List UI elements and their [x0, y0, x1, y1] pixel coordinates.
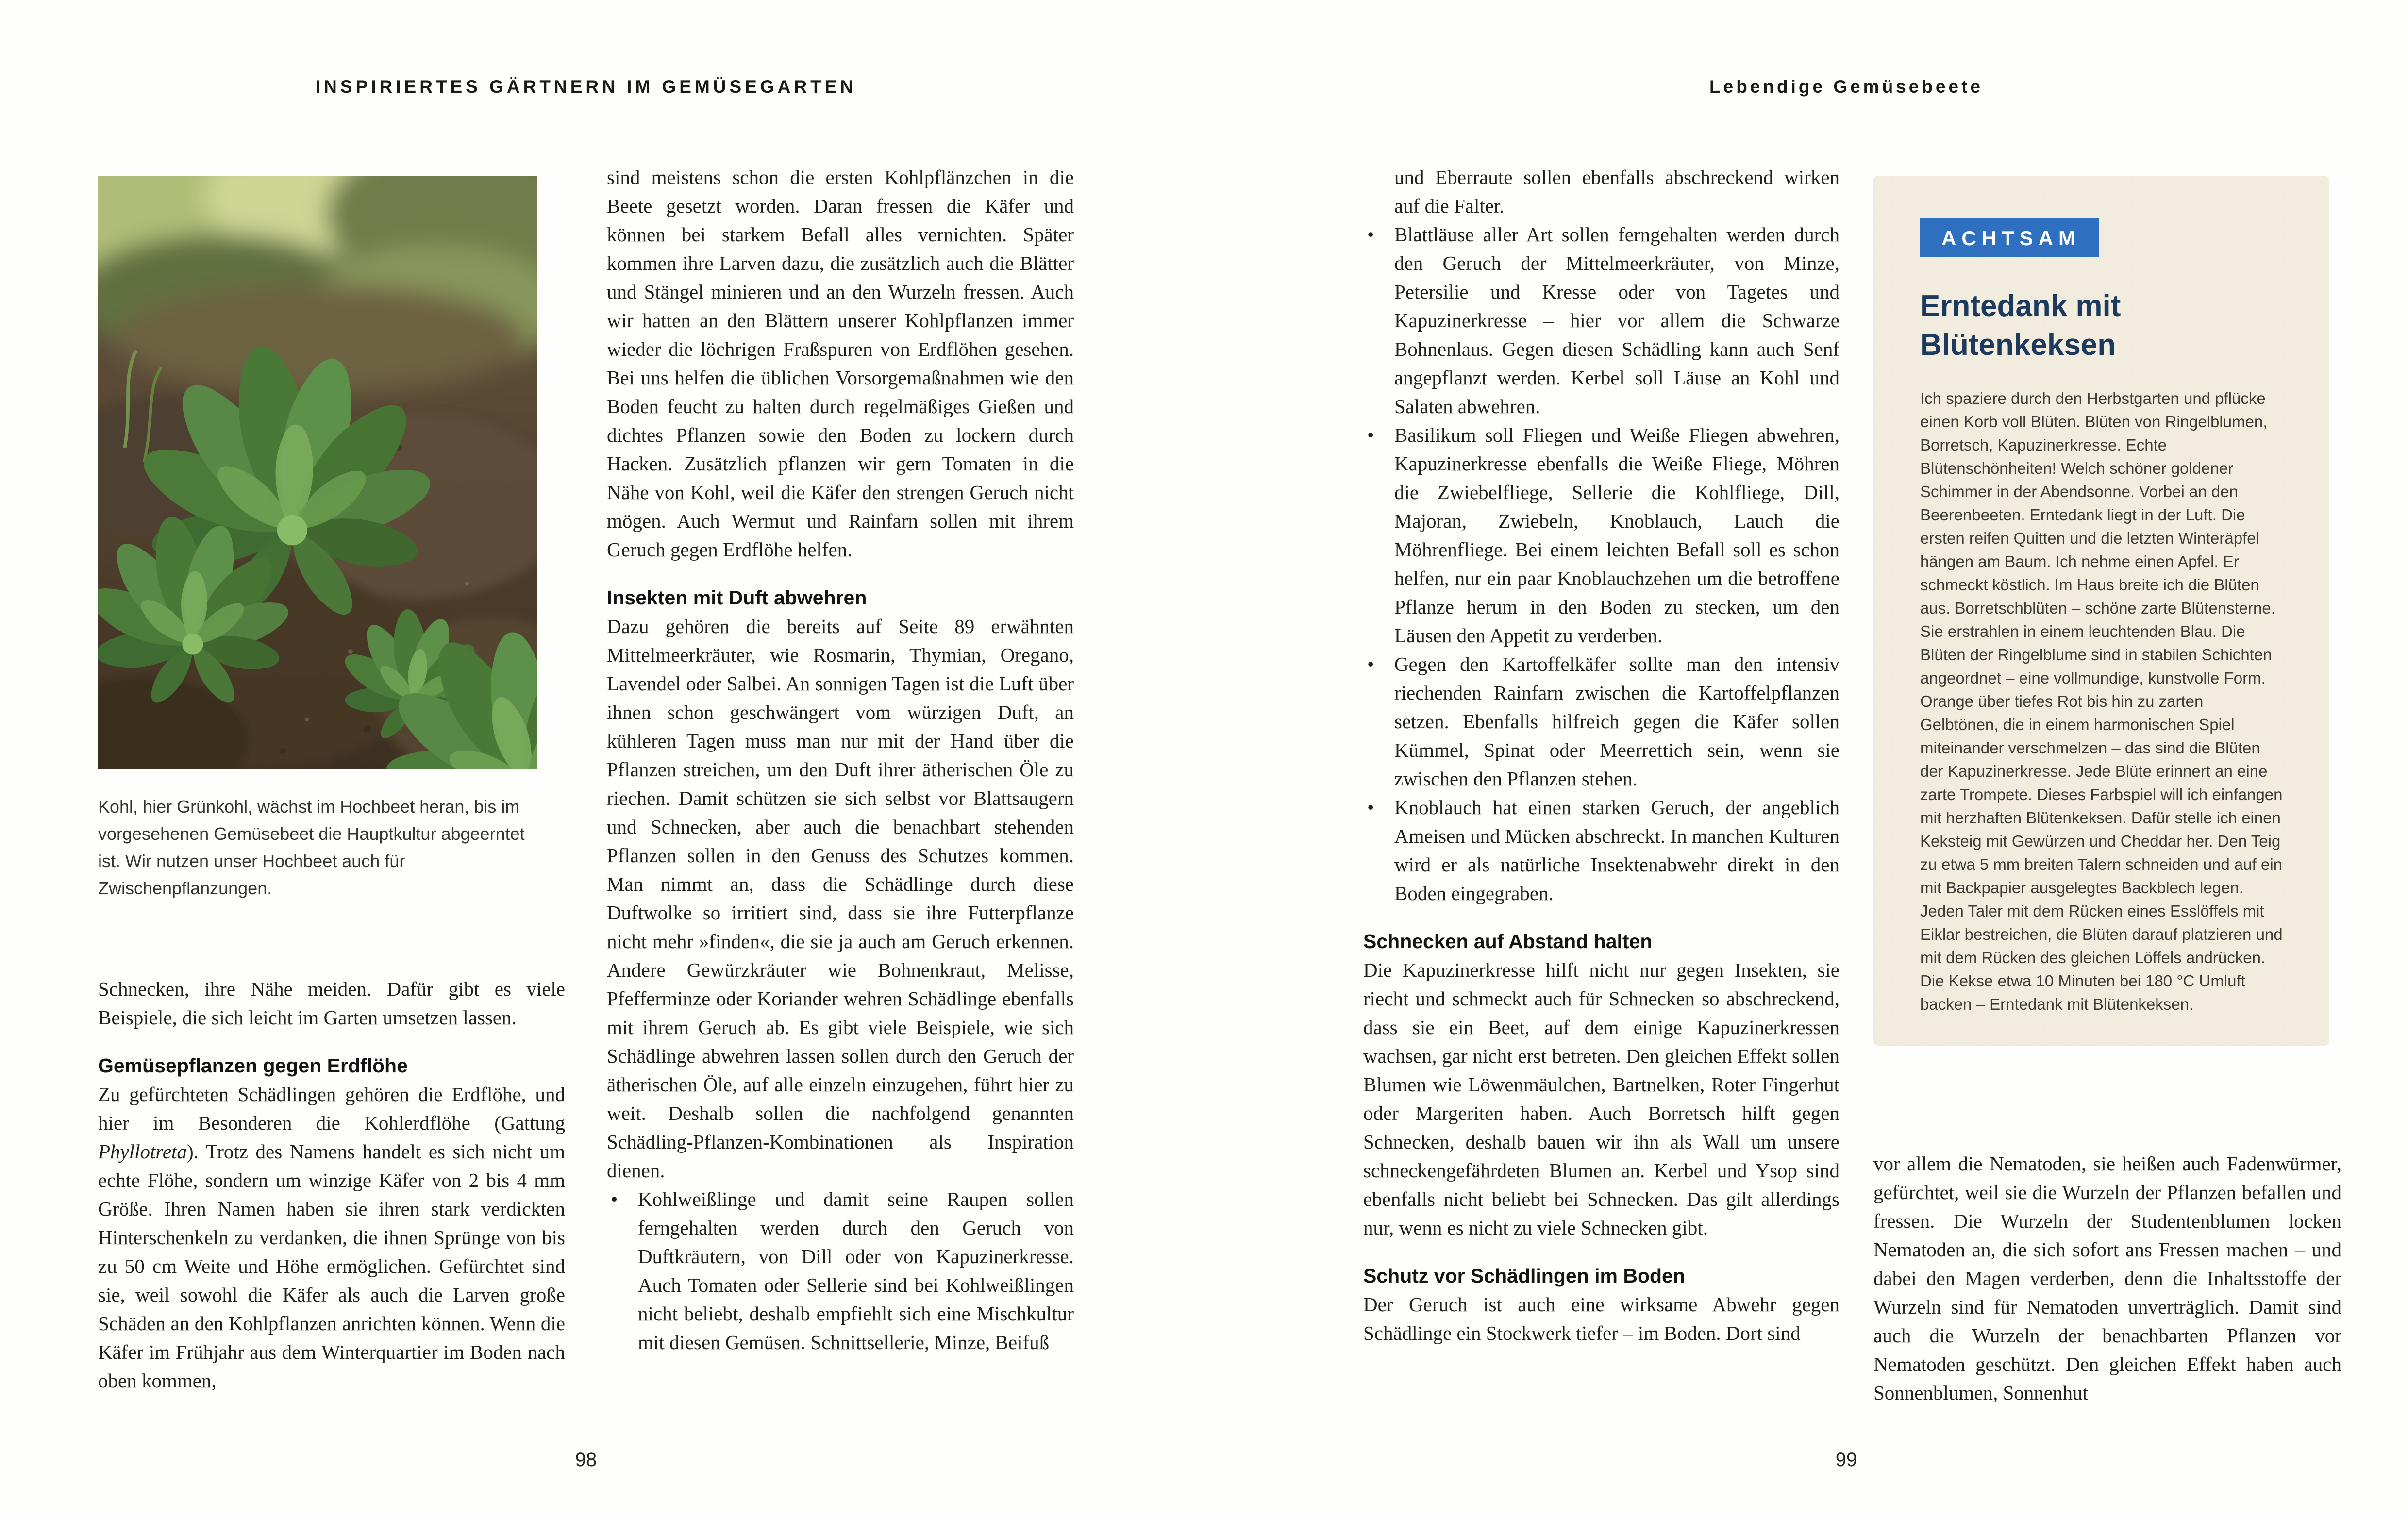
body-paragraph: Der Geruch ist auch eine wirksame Abwehr gegen Schädlinge ein Stockwerk tiefer – im Boden. Dort sind: [1363, 1293, 1839, 1344]
body-paragraph: Die Kapuzinerkresse hilft nicht nur gegen Insekten, sie riecht und schmeckt auch für Schnecken so abschreckend, dass sie ein Beet, auf dem einige Kapuzinerkressen wachsen, gar nicht erst betreten. Den gleichen Effekt sollen Blumen wie Löwenmäulchen, Bartnelken, Roter Fingerhut oder Margeriten haben. Auch Borretsch hilft gegen Schnecken, deshalb bauen wir ihn als Wall um unsere schneckengefährdeten Blumen an. Kerbel und Ysop sind ebenfalls nicht beliebt bei Schnecken. Das gilt allerdings nur, wenn es nicht zu viele Schnecken gibt.: [1363, 959, 1839, 1239]
sidebar-title: Erntedank mit Blütenkeksen: [1920, 289, 2121, 362]
bullet-item: [1363, 793, 1839, 908]
achtsam-badge: ACHTSAM: [1920, 218, 2099, 257]
page-number-right: 99: [1835, 1449, 1857, 1470]
bullet-item: [1363, 220, 1839, 421]
left-column-1: [98, 975, 565, 1421]
bullet-text: Blattläuse aller Art sollen ferngehalten werden durch den Geruch der Mittelmeerkräuter, von Minze, Petersilie und Kresse oder von Tagetes und Kapuzinerkresse – hier vor allem die Schwarze Bohnenlaus. Gegen diesen Schädling kann auch Senf angepflanzt werden. Kerbel soll Läuse an Kohl und Salaten abwehren.: [1394, 223, 1839, 417]
photo-figure: [98, 176, 537, 902]
body-paragraph: Schnecken, ihre Nähe meiden. Dafür gibt es viele Beispiele, die sich leicht im Garten umsetzen lassen.: [98, 978, 565, 1029]
bullet-marker: •: [1367, 424, 1374, 446]
bullet-marker: •: [1367, 796, 1374, 818]
bullet-marker: •: [1367, 653, 1374, 675]
body-paragraph: [98, 1080, 565, 1395]
body-paragraph: Dazu gehören die bereits auf Seite 89 erwähnten Mittelmeerkräuter, wie Rosmarin, Thymian, Oregano, Lavendel oder Salbei. An sonnigen Tagen ist die Luft über ihnen schon geschwängert vom würzigen Duft, an kühleren Tagen muss man nur mit der Hand über die Pflanzen streichen, um den Duft ihrer ätherischen Öle zu riechen. Damit schützen sie sich selbst vor Blattsaugern und Schnecken, aber auch die benachbart stehenden Pflanzen sollen in den Genuss des Schutzes kommen. Man nimmt an, dass die Schädlinge durch diese Duftwolke so irritiert sind, dass sie ihre Futterpflanze nicht mehr »finden«, die sie ja auch am Geruch erkennen. Andere Gewürzkräuter wie Bohnenkraut, Melisse, Pfefferminze oder Koriander wehren Schädlinge ebenfalls mit ihrem Geruch ab. Es gibt viele Beispiele, wie sich Schädlinge abwehren lassen sollen durch den Geruch der ätherischen Öle, auf alle einzeln einzugehen, führt hier zu weit. Deshalb sollen die nachfolgend genannten Schädling-Pflanzen-Kombinationen als Inspiration dienen.: [607, 615, 1074, 1182]
latin-genus-italic: Phyllotreta: [98, 1140, 187, 1163]
body-paragraph: vor allem die Nematoden, sie heißen auch Fadenwürmer, gefürchtet, weil sie die Wurzeln der Pflanzen befallen und fressen. Die Wurzeln der Studentenblumen locken Nematoden an, die sich sofort ans Fressen machen – und dabei den Magen verderben, denn die Inhaltsstoffe der Wurzeln sind für Nematoden unverträglich. Damit sind auch die Wurzeln der benachbarten Pflanzen vor Nematoden geschützt. Den gleichen Effekt haben auch Sonnenblumen, Sonnenhut: [1873, 1152, 2341, 1404]
left-column-2: [607, 163, 1074, 1425]
bullet-text: Knoblauch hat einen starken Geruch, der angeblich Ameisen und Mücken abschreckt. In manchen Kulturen wird er als natürliche Insektenabwehr direkt in den Boden eingegraben.: [1394, 796, 1839, 904]
page-number-left: 98: [575, 1449, 597, 1470]
bullet-continuation: und Eberraute sollen ebenfalls abschreckend wirken auf die Falter.: [1394, 166, 1839, 217]
body-paragraph: sind meistens schon die ersten Kohlpflänzchen in die Beete gesetzt worden. Daran fressen die Käfer und können bei starkem Befall alles vernichten. Später kommen ihre Larven dazu, die zusätzlich auch die Blätter und Stängel minieren und an den Wurzeln fressen. Auch wir hatten an den Blättern unserer Kohlpflanzen immer wieder die löchrigen Fraßspuren von Erdflöhen gesehen. Bei uns helfen die üblichen Vorsorgemaßnahmen wie den Boden feucht zu halten durch regelmäßiges Gießen und dichtes Pflanzen sowie den Boden zu lockern durch Hacken. Zusätzlich pflanzen wir gern Tomaten in die Nähe von Kohl, weil die Käfer den strengen Geruch nicht mögen. Auch Wermut und Rainfarn sollen mit ihrem Geruch gegen Erdflöhe helfen.: [607, 166, 1074, 561]
bullet-text: Basilikum soll Fliegen und Weiße Fliegen abwehren, Kapuzinerkresse ebenfalls die Weiße Fliege, Möhren die Zwiebelfliege, Sellerie die Kohlfliege, Dill, Majoran, Zwiebeln, Knoblauch, Lauch die Möhrenfliege. Bei einem leichten Befall soll es schon helfen, nur ein paar Knoblauchzehen um die betroffene Pflanze herum in den Boden zu stecken, um den Läusen den Appetit zu verderben.: [1394, 424, 1839, 647]
running-head-right: Lebendige Gemüsebeete: [1709, 77, 1983, 97]
right-column-2: [1873, 1150, 2341, 1451]
right-column-1: [1363, 163, 1839, 1425]
bullet-text: Gegen den Kartoffelkäfer sollte man den intensiv riechenden Rainfarn zwischen die Kartoffelpflanzen setzen. Ebenfalls hilfreich gegen die Käfer sollen Kümmel, Spinat oder Meerrettich sein, wenn sie zwischen den Pflanzen stehen.: [1394, 653, 1839, 790]
photo-caption: Kohl, hier Grünkohl, wächst im Hochbeet heran, bis im vorgesehenen Gemüsebeet die Hauptkultur abgeerntet ist. Wir nutzen unser Hochbeet auch für Zwischenpflanzungen.: [98, 797, 525, 898]
section-heading-erdfloehe: Gemüsepflanzen gegen Erdflöhe: [98, 1054, 408, 1077]
paragraph-text: Zu gefürchteten Schädlingen gehören die Erdflöhe, und hier im Besonderen die Kohlerdflöhe (Gattung: [98, 1083, 565, 1134]
section-heading-schnecken: Schnecken auf Abstand halten: [1363, 930, 1653, 952]
bullet-item: [1363, 650, 1839, 793]
garden-photo-illustration: [98, 176, 537, 769]
section-heading-boden: Schutz vor Schädlingen im Boden: [1363, 1265, 1685, 1287]
sidebar-body: Ich spaziere durch den Herbstgarten und pflücke einen Korb voll Blüten. Blüten von Ringelblumen, Borretsch, Kapuzinerkresse. Echte Blütenschönheiten! Welch schöner goldener Schimmer in der Abendsonne. Vorbei an den Beerenbeeten. Erntedank liegt in der Luft. Die ersten reifen Quitten und die letzten Winteräpfel hängen am Baum. Ich nehme einen Apfel. Er schmeckt köstlich. Im Haus breite ich die Blüten aus. Borretschblüten – schöne zarte Blütensterne. Sie erstrahlen in einem leuchtenden Blau. Die Blüten der Ringelblume sind in stabilen Schichten angeordnet – eine vollmundige, kunstvolle Form. Orange über tiefes Rot bis hin zu zarten Gelbtönen, die in einem harmonischen Spiel miteinander verschmelzen – das sind die Blüten der Kapuzinerkresse. Jede Blüte erinnert an eine zarte Trompete. Dieses Farbspiel will ich einfangen mit herzhaften Blütenkeksen. Dafür stelle ich einen Keksteig mit Gewürzen und Cheddar her. Den Teig zu etwa 5 mm breiten Talern schneiden und auf ein mit Backpapier ausgelegtes Backblech legen. Jeden Taler mit dem Rücken eines Esslöffels mit Eiklar bestreichen, die Blüten darauf platzieren und mit dem Rücken des gleichen Löffels andrücken. Die Kekse etwa 10 Minuten bei 180 °C Umluft backen – Erntedank mit Blütenkeksen.: [1920, 389, 2283, 1013]
bullet-marker: •: [611, 1188, 618, 1210]
bullet-marker: •: [1367, 223, 1374, 246]
section-heading-duft: Insekten mit Duft abwehren: [607, 586, 867, 609]
bullet-item: [1363, 421, 1839, 650]
achtsam-sidebar: [1873, 176, 2329, 1046]
garden-photo: [98, 176, 537, 769]
paragraph-text: ). Trotz des Namens handelt es sich nicht um echte Flöhe, sondern um winzige Käfer von 2 bis 4 mm Größe. Ihren Namen haben sie ihren stark verdickten Hinterschenkeln zu verdanken, die ihnen Sprünge von bis zu 50 cm Weite und Höhe ermöglichen. Gefürchtet sind sie, weil sowohl die Käfer als auch die Larven große Schäden an den Kohlpflanzen anrichten können. Wenn die Käfer im Frühjahr aus dem Winterquartier im Boden nach oben kommen,: [98, 1140, 565, 1392]
bullet-text: Kohlweißlinge und damit seine Raupen sollen ferngehalten werden durch den Geruch von Duftkräutern, von Dill oder von Kapuzinerkresse. Auch Tomaten oder Sellerie sind bei Kohlweißlingen nicht beliebt, deshalb empfiehlt sich eine Mischkultur mit diesen Gemüsen. Schnittsellerie, Minze, Beifuß: [638, 1188, 1074, 1353]
running-head-left: INSPIRIERTES GÄRTNERN IM GEMÜSEGARTEN: [315, 77, 857, 97]
bullet-item: [607, 1185, 1074, 1357]
